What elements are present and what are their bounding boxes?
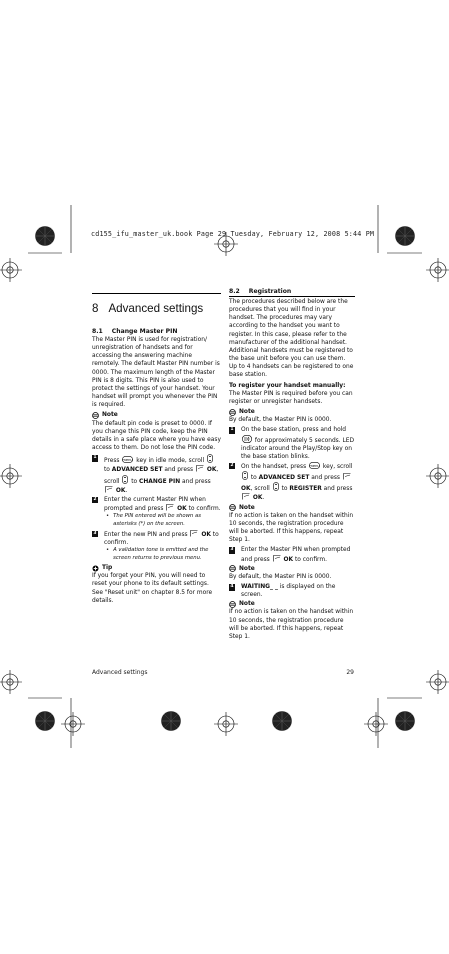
step-text: for approximately 5 seconds. LED indicator around the Play/Stop key on the base station blinks. xyxy=(241,437,355,460)
step-number: 1 xyxy=(230,427,234,433)
step-body xyxy=(241,462,355,503)
ok-softkey-icon xyxy=(105,486,113,493)
step-text: to xyxy=(104,467,110,474)
section-title: Registration xyxy=(248,288,292,295)
step-2 xyxy=(229,462,355,503)
step-3 xyxy=(229,546,355,563)
step-body xyxy=(241,546,355,563)
section-title: Change Master PIN xyxy=(111,328,178,335)
step-text: key, scroll xyxy=(322,463,353,470)
scroll-key-icon xyxy=(273,482,279,491)
registration-cross-bottom-right xyxy=(364,712,388,736)
note-icon xyxy=(229,601,236,608)
registration-cross-left-bottom xyxy=(0,670,22,694)
ok-label: OK xyxy=(252,495,263,502)
ok-label: OK xyxy=(201,531,211,538)
paging-key-icon xyxy=(242,435,252,443)
screen-text-waiting: WAITING_ _ xyxy=(241,584,278,590)
step-text: to xyxy=(250,475,257,482)
step-4 xyxy=(229,583,355,599)
step-text: Press xyxy=(104,458,120,465)
step-text: key in idle mode, scroll xyxy=(136,458,205,465)
right-column xyxy=(229,288,355,643)
chapter-number: 8 xyxy=(92,302,99,315)
step-text: , scroll xyxy=(104,467,219,485)
note-text: If no action is taken on the handset within 10 seconds, the registration procedure will be aborted. If this happens, repeat Step 1. xyxy=(229,609,354,640)
tip-icon xyxy=(92,565,99,572)
left-column xyxy=(92,288,221,607)
step-body xyxy=(104,454,221,495)
chapter-rule xyxy=(92,293,221,294)
bullet-text: The PIN entered will be shown as asterisks (*) on the screen. xyxy=(113,513,201,527)
step-text: to confirm. xyxy=(188,505,221,512)
step-3 xyxy=(92,530,221,563)
note-text xyxy=(92,420,221,453)
step-text: to xyxy=(281,486,288,493)
book-slug-header: cd155_ifu_master_uk.book Page 29 Tuesday, February 12, 2008 5:44 PM xyxy=(91,230,375,238)
registration-disc-bottom-left-center xyxy=(161,711,181,731)
ok-softkey-icon xyxy=(242,493,250,500)
ok-label: OK xyxy=(241,486,251,493)
bullet-text: A validation tone is emitted and the screen returns to previous menu. xyxy=(113,547,209,561)
chapter-heading xyxy=(92,302,221,316)
tip-text: If you forget your PIN, you will need to reset your phone to its default settings. See "Reset unit" on chapter 8.5 for more details. xyxy=(92,573,213,604)
note-icon xyxy=(229,504,236,511)
registration-disc-bottom-right xyxy=(395,711,415,731)
note-text-default-pin: 0000 xyxy=(189,420,205,427)
registration-cross-left-top xyxy=(0,258,22,282)
scroll-key-icon xyxy=(207,454,213,463)
ok-softkey-icon xyxy=(196,465,204,472)
step-number: 3 xyxy=(230,547,234,553)
registration-disc-bottom-left xyxy=(35,711,55,731)
step-number: 3 xyxy=(93,530,97,536)
bullet-dot: • xyxy=(106,547,110,554)
menu-key-icon xyxy=(122,456,133,463)
steps-list xyxy=(92,454,221,563)
ok-softkey-icon xyxy=(190,530,198,537)
note-text-part: . If you change this PIN code, keep the PIN details in a safe place where you have easy access to them. Do not lose the PIN code. xyxy=(92,420,221,452)
section-intro: The Master PIN is used for registration/ unregistration of handsets and for accessing the answering machine remotely. The default Master PIN number is 0000. The maximum length of the Master PIN is 8 digits. This PIN is also used to protect the settings of your handset. Your handset will prompt you whenever the PIN is required. xyxy=(92,337,220,409)
step-text: to xyxy=(131,478,138,485)
note-text: By default, the Master PIN is 0000. xyxy=(229,573,332,580)
step-text: . xyxy=(262,495,265,502)
note-label: Note xyxy=(239,565,255,572)
note-heading xyxy=(229,600,355,608)
registration-cross-right-bottom xyxy=(426,670,449,694)
step-text: Enter the current Master PIN when prompted and press xyxy=(104,496,206,512)
menu-name-advanced-set: ADVANCED SET xyxy=(258,475,310,482)
note-icon xyxy=(92,412,99,419)
note-label: Note xyxy=(102,412,118,419)
note-icon xyxy=(229,409,236,416)
step-text: Enter the Master PIN when prompted and press xyxy=(241,547,351,563)
step-text: On the handset, press xyxy=(241,463,307,470)
ok-softkey-icon xyxy=(273,555,281,562)
registration-cross-right-top xyxy=(426,258,449,282)
tip-label: Tip xyxy=(102,565,113,572)
tip-heading xyxy=(92,564,221,572)
step-text: On the base station, press and hold xyxy=(241,427,347,434)
step-number: 4 xyxy=(230,584,234,589)
step-text: to confirm. xyxy=(104,531,219,547)
note-heading xyxy=(229,408,355,416)
menu-name-change-pin: CHANGE PIN xyxy=(139,478,181,485)
step-number: 1 xyxy=(93,455,97,461)
note-text-part: The default pin code is preset to xyxy=(92,420,190,427)
registration-cross-bottom-left xyxy=(61,712,85,736)
note-label: Note xyxy=(239,601,255,608)
ok-softkey-icon xyxy=(166,504,174,511)
svg-text:menu: menu xyxy=(309,463,320,468)
registration-cross-bottom-center xyxy=(214,712,238,736)
step-text: and press xyxy=(323,486,353,493)
section-intro: The procedures described below are the procedures that you will find in your handset. The procedures may vary according to the handset you want to register. In this case, please refer to the manufacturer of the additional handset. Additional handsets must be registered to the base unit before you can use them. Up to 4 handsets can be registered to one base station. xyxy=(229,299,354,379)
step-1 xyxy=(92,454,221,495)
manual-registration-heading: To register your handset manually: xyxy=(229,382,346,389)
manual-registration-text: The Master PIN is required before you can register or unregister handsets. xyxy=(229,390,353,405)
note-label: Note xyxy=(239,409,255,416)
page-number: 29 xyxy=(346,669,354,676)
step-body xyxy=(104,496,221,529)
step-text: and press xyxy=(311,475,340,482)
bullet-dot: • xyxy=(106,513,110,520)
registration-cross-right-middle xyxy=(426,464,449,488)
note-text: If no action is taken on the handset within 10 seconds, the registration procedure will be aborted. If this happens, repeat Step 1. xyxy=(229,512,354,544)
section-heading-8-2 xyxy=(229,288,355,296)
section-rule xyxy=(229,296,355,297)
ok-label: OK xyxy=(206,467,217,474)
step-2 xyxy=(92,496,221,529)
section-number: 8.1 xyxy=(92,328,103,335)
step-text: Enter the new PIN and press xyxy=(104,531,188,538)
section-number: 8.2 xyxy=(229,288,240,295)
step-body xyxy=(104,530,221,563)
registration-disc-bottom-right-center xyxy=(272,711,292,731)
footer-section-name: Advanced settings xyxy=(92,669,148,676)
step-number: 2 xyxy=(230,462,234,468)
ok-softkey-icon xyxy=(343,473,351,480)
step-text: , scroll xyxy=(250,486,270,493)
section-heading-8-1 xyxy=(92,328,221,336)
note-text: By default, the Master PIN is 0000. xyxy=(229,417,332,424)
svg-text:menu: menu xyxy=(122,458,134,463)
step-text: is displayed on the screen. xyxy=(241,584,336,599)
menu-name-advanced-set: ADVANCED SET xyxy=(111,467,163,474)
chapter-title: Advanced settings xyxy=(108,302,204,315)
step-1 xyxy=(229,426,355,461)
note-icon xyxy=(229,565,236,572)
step-bullet xyxy=(104,547,221,562)
step-text: and press xyxy=(182,478,211,485)
step-text: to confirm. xyxy=(294,556,327,563)
note-label: Note xyxy=(239,504,255,511)
menu-name-register: REGISTER xyxy=(289,486,322,493)
note-heading xyxy=(92,411,221,419)
menu-key-icon xyxy=(309,462,320,469)
step-text: . xyxy=(125,487,128,494)
step-number: 2 xyxy=(93,496,97,502)
registration-cross-left-middle xyxy=(0,464,22,488)
scroll-key-icon xyxy=(242,471,248,480)
scroll-key-icon xyxy=(122,475,128,484)
note-heading xyxy=(229,565,355,573)
step-body xyxy=(241,426,355,461)
ok-label: OK xyxy=(177,505,187,512)
step-body xyxy=(241,583,355,599)
step-text: and press xyxy=(164,467,194,474)
ok-label: OK xyxy=(115,487,126,494)
step-bullet xyxy=(104,513,221,528)
registration-disc-top-left xyxy=(35,226,55,246)
registration-disc-top-right xyxy=(395,226,415,246)
ok-label: OK xyxy=(283,556,294,563)
note-heading xyxy=(229,504,355,512)
